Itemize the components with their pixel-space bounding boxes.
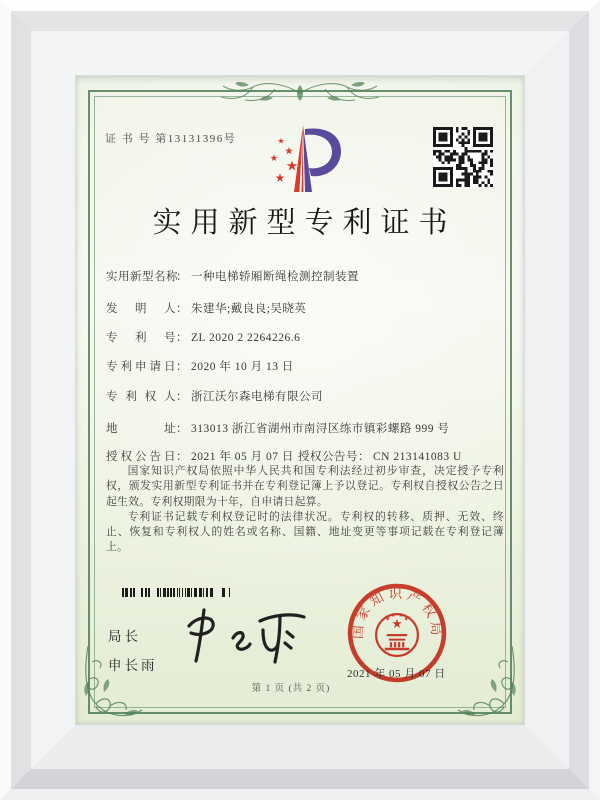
field-colon: ： <box>176 451 188 463</box>
qr-code-icon <box>433 127 493 187</box>
frame-mat <box>31 31 569 769</box>
field-label: 地址 <box>106 423 176 435</box>
field-label: 专利号 <box>106 332 176 344</box>
field-colon: ： <box>176 303 188 315</box>
frame-bevel <box>11 11 589 789</box>
certificate-title: 实用新型专利证书 <box>152 207 457 239</box>
field-value: 朱建华;戴良良;吴晓英 <box>191 303 307 315</box>
signer-block <box>108 625 158 683</box>
field-value: CN 213141083 U <box>373 451 462 463</box>
certificate-page <box>76 76 524 724</box>
field-colon: ： <box>176 361 188 373</box>
body-text <box>106 464 504 556</box>
field-row-patentee <box>106 388 504 404</box>
cnipa-logo-icon <box>258 122 346 198</box>
signature-handwriting-icon <box>180 604 312 666</box>
logo-stars <box>270 138 297 182</box>
field-colon: ： <box>176 391 188 403</box>
field-label: 专利申请日 <box>106 361 176 373</box>
field-row-name <box>106 268 504 284</box>
field-row-inventors <box>106 300 504 316</box>
field-grant-no <box>298 448 462 464</box>
field-row-grant-date <box>106 448 504 464</box>
body-paragraph: 专利证书记载专利权登记时的法律状况。专利权的转移、质押、无效、终止、恢复和专利权人的姓名或名称、国籍、地址变更等事项记载在专利登记簿上。 <box>106 510 504 554</box>
field-label: 授权公告日 <box>106 451 176 463</box>
field-colon: ： <box>176 423 188 435</box>
logo-spire <box>294 125 312 192</box>
seal-date: 2021 年 05 月 07 日 <box>347 668 446 680</box>
field-colon: ： <box>358 451 370 463</box>
national-emblem-icon <box>376 613 418 656</box>
signer-title: 局长 <box>108 629 141 644</box>
field-value: 一种电梯轿厢断绳检测控制装置 <box>191 271 359 283</box>
field-value: ZL 2020 2 2264226.6 <box>191 332 301 344</box>
field-label: 专利权人 <box>106 391 176 403</box>
certificate-number: 证 书 号 第13131396号 <box>105 133 237 145</box>
field-row-address <box>106 420 504 436</box>
field-value: 2021 年 05 月 07 日 <box>191 451 294 463</box>
body-paragraph: 国家知识产权局依照中华人民共和国专利法经过初步审查，决定授予专利权，颁发实用新型专利证书并在专利登记簿上予以登记。专利权自授权公告之日起生效。专利权期限为十年，自申请日起算。 <box>106 465 504 508</box>
field-row-filing-date <box>106 358 504 374</box>
signer-name: 申长雨 <box>108 658 158 673</box>
field-value: 2020 年 10 月 13 日 <box>191 361 294 373</box>
field-label: 发明人 <box>106 303 176 315</box>
seal-text: 国家知识产权局 <box>349 586 445 640</box>
field-value: 313013 浙江省湖州市南浔区练市镇彩螺路 999 号 <box>191 423 450 435</box>
barcode-icon <box>108 588 234 597</box>
svg-text:国家知识产权局 <box>350 586 444 639</box>
logo-p-bowl <box>305 128 341 176</box>
field-label: 实用新型名称 <box>106 271 178 283</box>
field-label: 授权公告号 <box>298 451 358 463</box>
field-colon: ： <box>176 271 188 283</box>
field-colon: ： <box>176 332 188 344</box>
page-footer: 第 1 页 (共 2 页) <box>251 684 331 694</box>
field-row-patent-no <box>106 329 504 345</box>
field-value: 浙江沃尔森电梯有限公司 <box>191 391 323 403</box>
